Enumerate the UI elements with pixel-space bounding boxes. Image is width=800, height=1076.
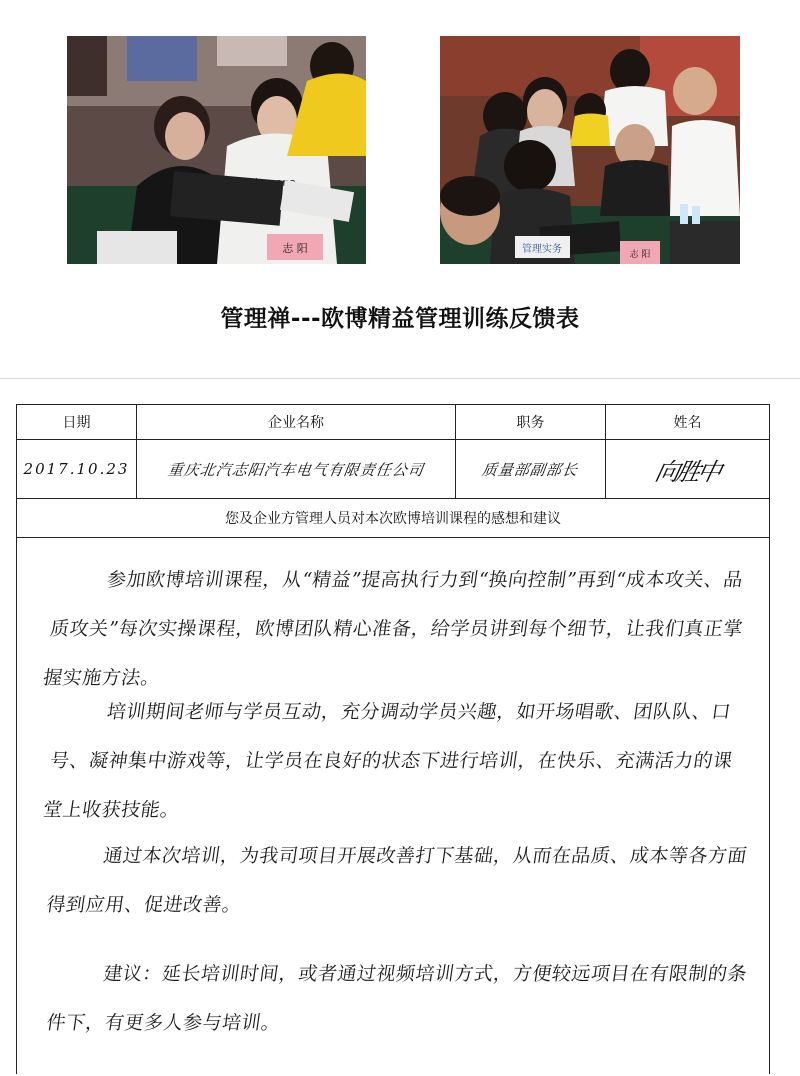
feedback-prompt: 您及企业方管理人员对本次欧博培训课程的感想和建议	[17, 499, 770, 538]
feedback-paragraph-1: 参加欧博培训课程，从“精益”提高执行力到“换向控制”再到“成本攻关、品质攻关”每次实操课程，欧博团队精心准备，给学员讲到每个细节，让我们真正掌握实施方法。	[41, 569, 745, 689]
header-company: 企业名称	[137, 405, 456, 440]
page-title: 管理禅---欧博精益管理训练反馈表	[220, 306, 580, 332]
scan-edge	[0, 378, 800, 379]
table-values-row	[17, 440, 770, 499]
name-cell	[606, 440, 770, 499]
position-cell	[456, 440, 606, 499]
date-value: 2017.10.23	[23, 460, 130, 478]
desk-name-sign: 志 阳	[282, 242, 308, 255]
desk-name-sign: 志 阳	[629, 250, 651, 260]
training-photo-left	[67, 36, 366, 264]
company-cell	[137, 440, 456, 499]
header-position: 职务	[456, 405, 606, 440]
table-prompt-row	[17, 499, 770, 538]
signature-value: 向胜中	[652, 457, 722, 486]
feedback-paragraph-3: 通过本次培训，为我司项目开展改善打下基础，从而在品质、成本等各方面得到应用、促进改善。	[45, 845, 749, 916]
feedback-paragraph-4: 建议：延长培训时间，或者通过视频培训方式，方便较远项目在有限制的条件下，有更多人参与培训。	[45, 963, 749, 1034]
card-text: 管理实务	[522, 244, 562, 255]
date-cell	[17, 440, 137, 499]
header-date: 日期	[17, 405, 137, 440]
header-name: 姓名	[606, 405, 770, 440]
position-value: 质量部副部长	[481, 460, 580, 479]
table-header-row	[17, 405, 770, 440]
training-photo-right	[440, 36, 740, 264]
feedback-table	[16, 404, 770, 538]
company-value: 重庆北汽志阳汽车电气有限责任公司	[166, 460, 426, 479]
feedback-paragraph-2: 培训期间老师与学员互动，充分调动学员兴趣，如开场唱歌、团队队、口号、凝神集中游戏等，让学员在良好的状态下进行培训，在快乐、充满活力的课堂上收获技能。	[41, 701, 735, 821]
